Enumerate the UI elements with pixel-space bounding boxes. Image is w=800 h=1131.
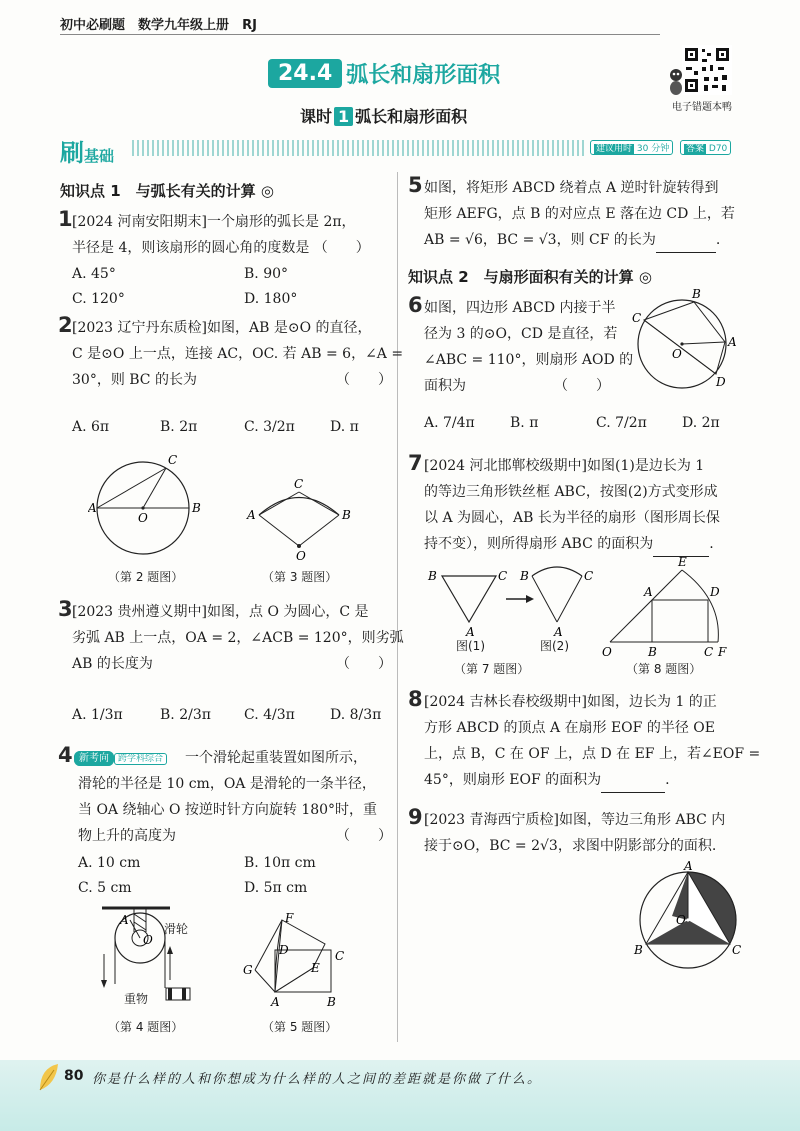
svg-text:O: O xyxy=(676,913,686,927)
caption-fig-1: 图(1) xyxy=(456,639,485,653)
svg-text:O: O xyxy=(296,549,306,560)
svg-text:C: C xyxy=(632,311,642,325)
q5-stem: 如图，将矩形 ABCD 绕着点 A 逆时针旋转得到 矩形 AEFG，点 B 的对应点 E 落在边 CD 上，若 AB = √6，BC = √3，则 CF 的长为 . xyxy=(424,175,735,253)
q1-option-a[interactable]: A. 45° xyxy=(72,266,116,282)
band-label: 刷基础 xyxy=(60,139,115,167)
q3-stem: [2023 贵州遵义期中]如图，点 O 为圆心，C 是 劣弧 AB 上一点，OA = 2，∠ACB = 120°，则劣弧 AB 的长度为 xyxy=(72,604,404,672)
svg-text:A: A xyxy=(120,913,129,927)
q8-answer-blank[interactable] xyxy=(601,778,665,793)
q9-number: 9 xyxy=(408,805,423,829)
figure-q6 xyxy=(628,286,743,396)
caption-q8: （第 8 题图） xyxy=(626,662,702,676)
q6-option-b[interactable]: B. π xyxy=(510,415,539,431)
q4-answer-paren[interactable]: （ ） xyxy=(336,828,392,844)
svg-text:C: C xyxy=(498,569,508,583)
svg-text:C: C xyxy=(732,943,742,957)
q2-answer-paren[interactable]: （ ） xyxy=(336,372,392,388)
q5-answer-blank[interactable] xyxy=(656,238,716,253)
figure-q7 xyxy=(426,562,596,647)
svg-text:C: C xyxy=(335,949,345,963)
label-b: B xyxy=(192,501,201,515)
q1-option-b[interactable]: B. 90° xyxy=(244,266,289,282)
qr-caption: 电子错题本鸭 xyxy=(672,102,732,113)
caption-q7: （第 7 题图） xyxy=(454,662,530,676)
q4-stem: 滑轮的半径是 10 cm，OA 是滑轮的一条半径， 当 OA 绕轴心 O 按逆时针方向旋转 180°时，重 物上升的高度为 xyxy=(78,776,378,844)
q3-option-c[interactable]: C. 4/3π xyxy=(244,707,295,723)
header-series: 初中必刷题 数学九年级上册 RJ xyxy=(60,18,257,33)
band-stripes xyxy=(132,140,584,156)
svg-text:A: A xyxy=(684,860,693,873)
svg-text:A: A xyxy=(466,625,475,639)
q2-option-b[interactable]: B. 2π xyxy=(160,419,198,435)
svg-text:B: B xyxy=(648,645,657,659)
answer-tag: 答案 D70 xyxy=(680,140,731,155)
svg-text:D: D xyxy=(279,943,289,957)
q2-stem: [2023 辽宁丹东质检]如图，AB 是⊙O 的直径， C 是⊙O 上一点，连接 AC，OC. 若 AB = 6，∠A = 30°，则 BC 的长为 xyxy=(72,320,404,388)
q4-option-a[interactable]: A. 10 cm xyxy=(78,855,141,871)
figure-q5 xyxy=(235,910,365,1010)
q5-number: 5 xyxy=(408,173,423,197)
q4-number: 4 xyxy=(58,743,73,767)
q6-option-a[interactable]: A. 7/4π xyxy=(424,415,475,431)
q1-stem: [2024 河南安阳期末]一个扇形的弧长是 2π， 半径是 4，则该扇形的圆心角的度数是 （ ） xyxy=(72,214,370,256)
page-number: 80 xyxy=(64,1068,84,1084)
caption-fig-2: 图(2) xyxy=(540,639,569,653)
svg-text:A: A xyxy=(644,585,653,599)
label-c: C xyxy=(168,453,178,467)
svg-text:G: G xyxy=(243,963,253,977)
section-number: 24.4 xyxy=(268,59,342,88)
svg-text:E: E xyxy=(678,555,687,569)
svg-text:C: C xyxy=(584,569,594,583)
figure-q8 xyxy=(600,552,740,662)
q4-option-c[interactable]: C. 5 cm xyxy=(78,880,132,896)
q6-option-d[interactable]: D. 2π xyxy=(682,415,720,431)
svg-text:D: D xyxy=(710,585,720,599)
svg-text:A: A xyxy=(271,995,280,1009)
mascot-icon xyxy=(668,68,684,96)
q7-stem: [2024 河北邯郸校级期中]如图(1)是边长为 1 的等边三角形铁丝框 ABC，按图(2)方式变形成 以 A 为圆心，AB 长为半径的扇形（图形周长保 持不变），则所得扇形 ABC 的面积为 . xyxy=(424,453,720,557)
q8-stem: [2024 吉林长春校级期中]如图，边长为 1 的正 方形 ABCD 的顶点 A 在扇形 EOF 的半径 OE 上，点 B，C 在 OF 上，点 D 在 EF 上，若∠EOF = 45°，则扇形 EOF 的面积为 . xyxy=(424,689,760,793)
q1-option-c[interactable]: C. 120° xyxy=(72,291,125,307)
svg-text:B: B xyxy=(520,569,529,583)
q3-number: 3 xyxy=(58,597,73,621)
q1-number: 1 xyxy=(58,207,73,231)
q6-stem: 如图，四边形 ABCD 内接于半 径为 3 的⊙O，CD 是直径，若 ∠ABC = 110°，则扇形 AOD 的 面积为 xyxy=(424,300,634,394)
q3-option-b[interactable]: B. 2/3π xyxy=(160,707,211,723)
q3-answer-paren[interactable]: （ ） xyxy=(336,656,392,672)
q4-option-d[interactable]: D. 5π cm xyxy=(244,880,308,896)
svg-text:A: A xyxy=(554,625,563,639)
svg-text:F: F xyxy=(285,911,294,925)
q1-option-d[interactable]: D. 180° xyxy=(244,291,298,307)
label-pulley: 滑轮 xyxy=(164,922,189,936)
q2-number: 2 xyxy=(58,313,73,337)
figure-q2 xyxy=(88,448,213,563)
label-a: A xyxy=(88,501,97,515)
caption-q2: （第 2 题图） xyxy=(108,570,184,584)
q4-option-b[interactable]: B. 10π cm xyxy=(244,855,316,871)
target-icon: ◎ xyxy=(638,268,652,286)
q3-option-d[interactable]: D. 8/3π xyxy=(330,707,382,723)
label-o: O xyxy=(138,511,148,525)
section-name: 弧长和扇形面积 xyxy=(346,63,501,88)
svg-text:O: O xyxy=(672,347,682,361)
svg-text:C: C xyxy=(294,477,304,491)
q4-stem-line1: 一个滑轮起重装置如图所示， xyxy=(185,750,367,766)
svg-text:C: C xyxy=(704,645,714,659)
svg-text:O: O xyxy=(143,933,153,947)
q8-number: 8 xyxy=(408,687,423,711)
q4-tag: 新考向 跨学科综合 xyxy=(74,749,167,765)
leaf-icon xyxy=(36,1062,62,1096)
target-icon: ◎ xyxy=(260,182,274,200)
knowledge-point-2: 知识点 2 与扇形面积有关的计算 ◎ xyxy=(408,268,652,286)
q6-number: 6 xyxy=(408,293,423,317)
section-title xyxy=(268,58,500,89)
knowledge-point-1: 知识点 1 与弧长有关的计算 ◎ xyxy=(60,182,274,200)
svg-text:E: E xyxy=(311,961,320,975)
q2-option-d[interactable]: D. π xyxy=(330,419,359,435)
svg-text:B: B xyxy=(342,508,351,522)
svg-text:B: B xyxy=(428,569,437,583)
svg-text:B: B xyxy=(634,943,643,957)
caption-q3: （第 3 题图） xyxy=(262,570,338,584)
figure-q4 xyxy=(96,902,216,1012)
svg-text:F: F xyxy=(718,645,727,659)
qr-code-icon[interactable] xyxy=(682,45,732,95)
svg-text:D: D xyxy=(716,375,726,389)
header-rule xyxy=(60,34,660,35)
caption-q4: （第 4 题图） xyxy=(108,1020,184,1034)
q3-option-a[interactable]: A. 1/3π xyxy=(72,707,123,723)
q2-option-c[interactable]: C. 3/2π xyxy=(244,419,295,435)
time-tag: 建议用时 30 分钟 xyxy=(590,140,673,155)
label-weight: 重物 xyxy=(124,992,149,1006)
q7-number: 7 xyxy=(408,451,423,475)
q6-option-c[interactable]: C. 7/2π xyxy=(596,415,647,431)
footer-quote: 你是什么样的人和你想成为什么样的人之间的差距就是你做了什么。 xyxy=(92,1072,543,1087)
figure-q9 xyxy=(626,860,746,975)
q6-answer-paren[interactable]: （ ） xyxy=(554,378,610,394)
svg-text:B: B xyxy=(692,287,701,301)
caption-q5: （第 5 题图） xyxy=(262,1020,338,1034)
q2-option-a[interactable]: A. 6π xyxy=(72,419,110,435)
lesson-title: 课时 1 弧长和扇形面积 xyxy=(300,107,468,126)
figure-q3 xyxy=(244,470,369,560)
svg-text:A: A xyxy=(728,335,737,349)
svg-text:B: B xyxy=(327,995,336,1009)
svg-text:O: O xyxy=(602,645,612,659)
svg-text:A: A xyxy=(247,508,256,522)
q9-stem: [2023 青海西宁质检]如图，等边三角形 ABC 内 接于⊙O，BC = 2√3，求图中阴影部分的面积. xyxy=(424,812,726,854)
